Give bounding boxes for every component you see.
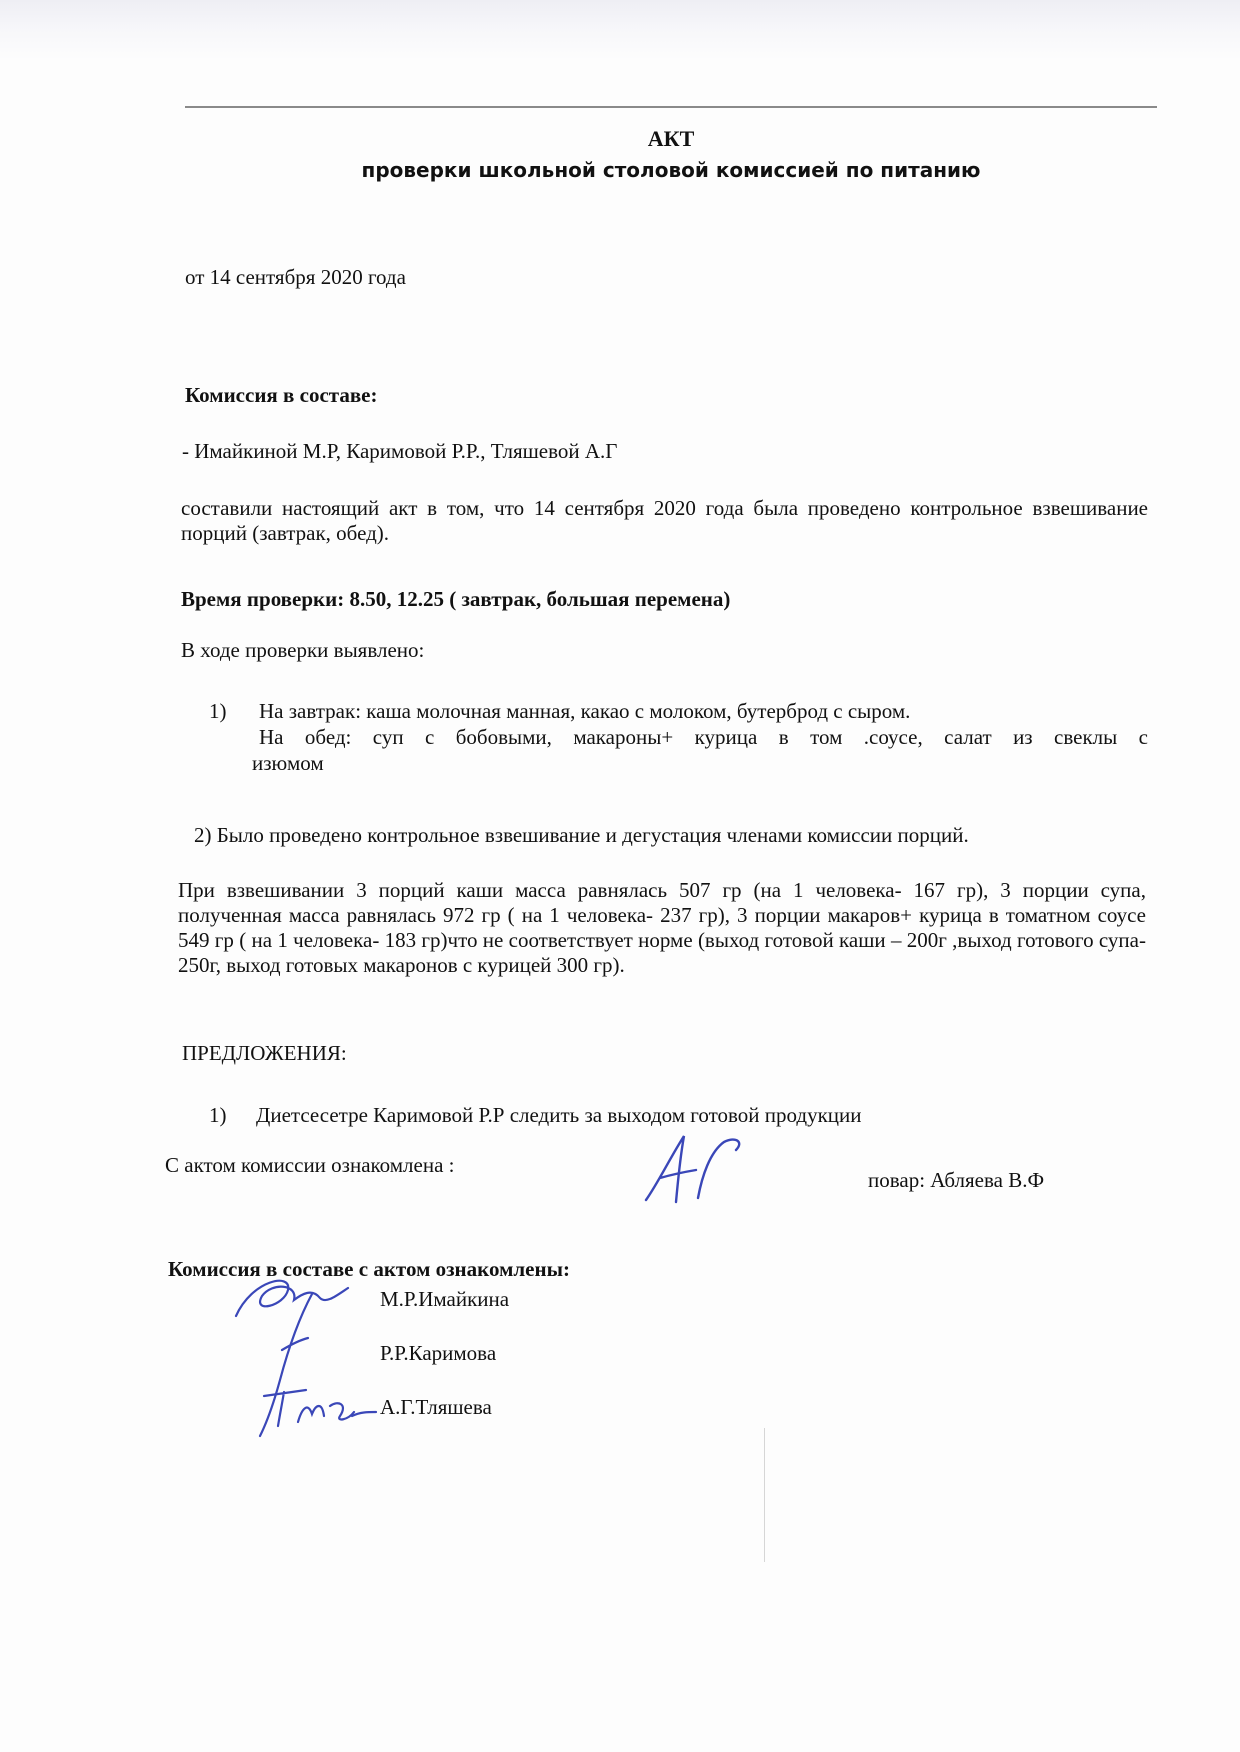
commission-heading: Комиссия в составе: xyxy=(185,383,378,407)
signature-name-1: М.Р.Имайкина xyxy=(380,1287,510,1311)
weighing-paragraph: При взвешивании 3 порций каши масса равнялась 507 гр (на 1 человека- 167 гр), 3 порции супа, полученная масса равнялась 972 гр ( на 1 человека- 237 гр), 3 порции макаров+ курица в томатном соусе 549 гр ( на 1 человека- 183 гр)что не соответствует норме (выход готовой каши – 200г ,выход готового супа- 250г, выход готовых макаронов с курицей 300 гр). xyxy=(178,878,1146,977)
commission-members: - Имайкиной М.Р, Каримовой Р.Р., Тляшевой А.Г xyxy=(182,439,618,463)
scan-shadow xyxy=(0,0,1240,60)
check-time: Время проверки: 8.50, 12.25 ( завтрак, большая перемена) xyxy=(181,587,731,611)
statement-paragraph: составили настоящий акт в том, что 14 сентября 2020 года была проведено контрольное взвешивание порций (завтрак, обед). xyxy=(181,496,1148,545)
document-date: от 14 сентября 2020 года xyxy=(185,265,406,289)
findings-item1-number: 1) xyxy=(209,699,227,723)
proposals-item1-number: 1) xyxy=(209,1103,227,1127)
cook-signature xyxy=(640,1128,750,1208)
cook-name: повар: Абляева В.Ф xyxy=(868,1168,1045,1192)
proposals-heading: ПРЕДЛОЖЕНИЯ: xyxy=(182,1041,347,1065)
signatures-heading: Комиссия в составе с актом ознакомлены: xyxy=(168,1257,570,1281)
header-rule xyxy=(185,106,1157,108)
document-title: АКТ xyxy=(647,126,695,151)
findings-breakfast: На завтрак: каша молочная манная, какао с молоком, бутерброд с сыром. xyxy=(259,699,911,723)
findings-lunch-line1: На обед: суп с бобовыми, макароны+ курица в том .соусе, салат из свеклы с xyxy=(259,725,1148,749)
findings-intro: В ходе проверки выявлено: xyxy=(181,638,425,662)
proposals-item1: Диетсесетре Каримовой Р.Р следить за выходом готовой продукции xyxy=(256,1103,862,1127)
findings-item2: 2) Было проведено контрольное взвешивание и дегустация членами комиссии порций. xyxy=(194,823,969,847)
member-signature-3 xyxy=(258,1382,378,1432)
findings-lunch-line2: изюмом xyxy=(252,751,324,775)
document-subtitle: проверки школьной столовой комиссией по питанию xyxy=(361,158,981,182)
acknowledgement-label: С актом комиссии ознакомлена : xyxy=(165,1153,455,1177)
signature-name-3: А.Г.Тляшева xyxy=(380,1395,492,1419)
scan-fold-line xyxy=(764,1428,765,1562)
signature-name-2: Р.Р.Каримова xyxy=(380,1341,497,1365)
